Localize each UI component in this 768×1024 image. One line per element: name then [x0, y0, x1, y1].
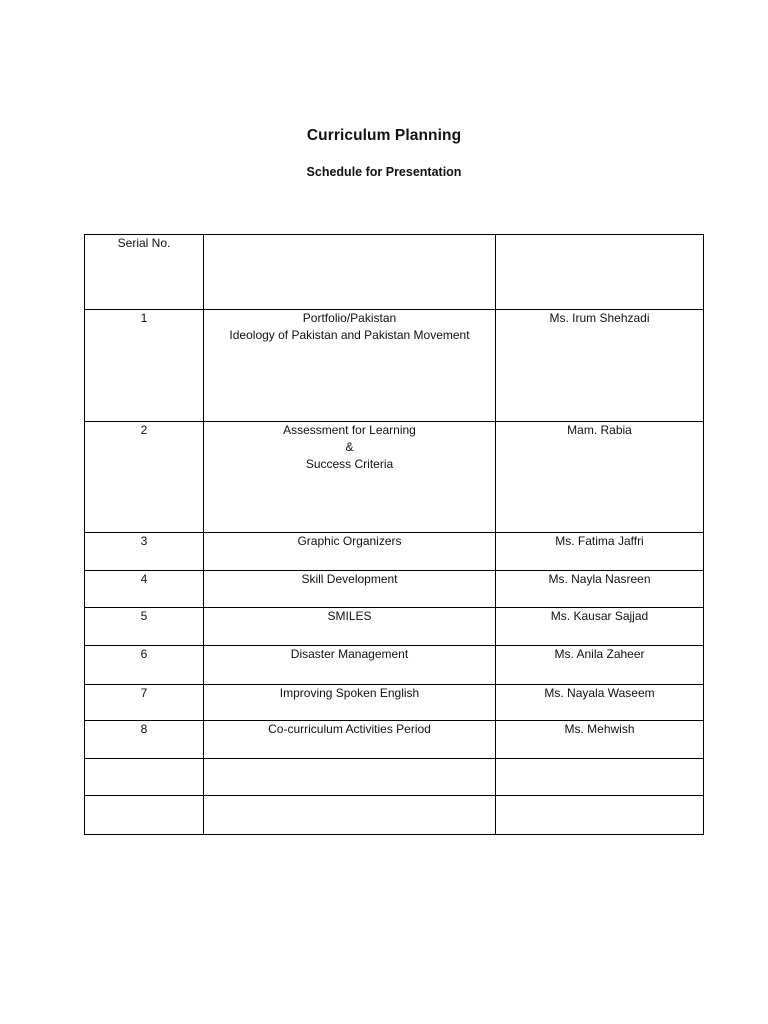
topic-line: & [345, 440, 354, 454]
table-row [85, 422, 704, 533]
header-presenter [496, 235, 704, 310]
topic-line: Portfolio/Pakistan [302, 311, 397, 325]
document-subtitle: Schedule for Presentation [306, 165, 462, 179]
serial-cell: 4 [85, 571, 204, 608]
table-header-row [85, 235, 704, 310]
topic-line: SMILES [327, 609, 372, 623]
serial-cell [85, 759, 204, 796]
serial-cell: 3 [85, 533, 204, 571]
serial-cell: 5 [85, 608, 204, 646]
table-row [85, 796, 704, 835]
topic-cell [204, 796, 496, 835]
document-title: Curriculum Planning [306, 127, 462, 144]
serial-cell: 8 [85, 721, 204, 759]
topic-line: Improving Spoken English [279, 686, 420, 700]
topic-cell [204, 533, 496, 571]
topic-line: Success Criteria [305, 457, 394, 471]
serial-cell: 2 [85, 422, 204, 533]
presenter-cell: Ms. Mehwish [496, 721, 704, 759]
presenter-cell: Ms. Kausar Sajjad [496, 608, 704, 646]
serial-cell [85, 796, 204, 835]
table-row [85, 646, 704, 685]
table-row [85, 608, 704, 646]
presenter-cell: Ms. Irum Shehzadi [496, 310, 704, 422]
header-topic [204, 235, 496, 310]
topic-cell [204, 646, 496, 685]
table-row [85, 310, 704, 422]
presenter-cell [496, 796, 704, 835]
presenter-cell [496, 759, 704, 796]
presenter-cell: Ms. Nayla Nasreen [496, 571, 704, 608]
presenter-cell: Ms. Anila Zaheer [496, 646, 704, 685]
topic-cell [204, 685, 496, 721]
topic-cell [204, 721, 496, 759]
presenter-cell: Mam. Rabia [496, 422, 704, 533]
table-row [85, 721, 704, 759]
serial-cell: 6 [85, 646, 204, 685]
topic-cell [204, 571, 496, 608]
presenter-cell: Ms. Nayala Waseem [496, 685, 704, 721]
topic-cell [204, 608, 496, 646]
topic-line: Disaster Management [290, 647, 409, 661]
topic-line: Graphic Organizers [297, 534, 402, 548]
schedule-table [84, 234, 704, 835]
topic-cell [204, 422, 496, 533]
table-row [85, 533, 704, 571]
table-row [85, 759, 704, 796]
presenter-cell: Ms. Fatima Jaffri [496, 533, 704, 571]
topic-cell [204, 759, 496, 796]
topic-line: Ideology of Pakistan and Pakistan Movement [229, 328, 470, 342]
topic-cell [204, 310, 496, 422]
table-row [85, 571, 704, 608]
topic-line: Skill Development [301, 572, 398, 586]
header-serial: Serial No. [85, 235, 204, 310]
table-row [85, 685, 704, 721]
topic-line: Co-curriculum Activities Period [268, 722, 431, 736]
serial-cell: 7 [85, 685, 204, 721]
topic-line: Assessment for Learning [283, 423, 416, 437]
serial-cell: 1 [85, 310, 204, 422]
